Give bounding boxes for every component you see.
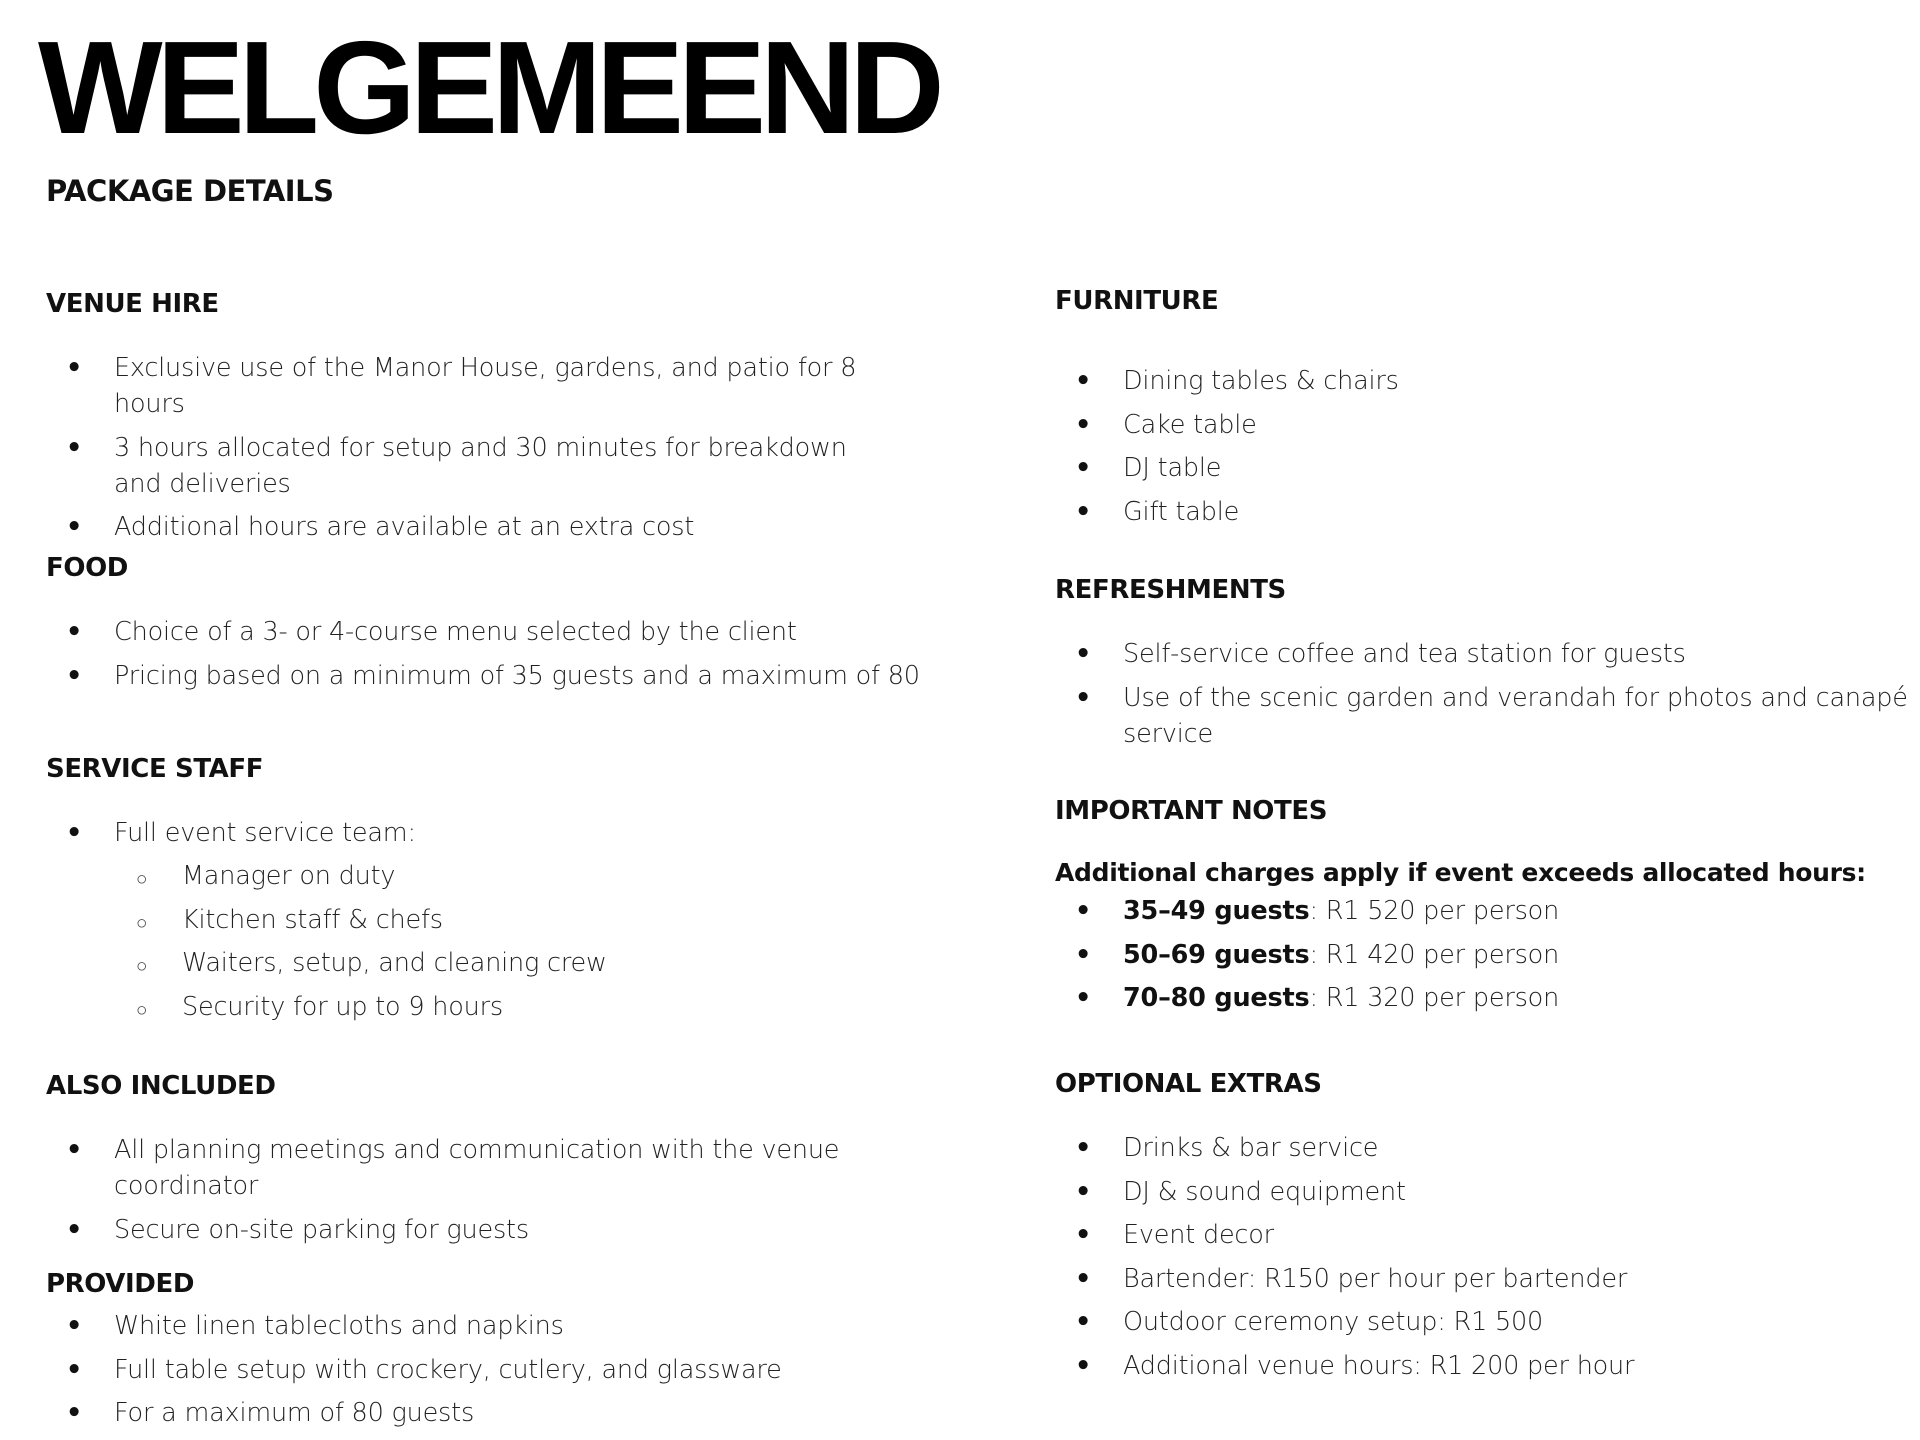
section-title: FURNITURE [1055, 286, 1219, 316]
list-item: • Full table setup with crockery, cutlery, and glassware [46, 1352, 926, 1388]
list-item-text: Full event service team: [114, 818, 416, 848]
list-item: • DJ & sound equipment [1055, 1174, 1915, 1210]
section-food [46, 551, 926, 701]
list-item: • 3 hours allocated for setup and 30 minutes for breakdown and deliveries [46, 430, 854, 502]
section-title: SERVICE STAFF [46, 754, 264, 784]
tier-label: 50–69 guests [1123, 939, 1310, 970]
list-item: • Exclusive use of the Manor House, gardens, and patio for 8 hours [46, 350, 926, 422]
list-item: • Event decor [1055, 1217, 1915, 1253]
list-item: • For a maximum of 80 guests [46, 1395, 926, 1431]
section-also-included [46, 1069, 926, 1255]
optional-extras-list [1055, 1130, 1915, 1384]
refreshments-list [1055, 636, 1915, 752]
furniture-list [1055, 363, 1915, 530]
section-title: FOOD [46, 553, 128, 583]
section-title: VENUE HIRE [46, 289, 219, 319]
tier-price: : R1 320 per person [1309, 983, 1560, 1013]
brand-title: WELGEMEEND [38, 14, 939, 161]
important-notes-lead: Additional charges apply if event exceeds allocated hours: [1055, 858, 1866, 887]
list-item [46, 815, 926, 1025]
list-item: • Additional hours are available at an extra cost [46, 509, 926, 545]
section-title: OPTIONAL EXTRAS [1055, 1069, 1322, 1099]
pricing-tier [1055, 980, 1915, 1016]
tier-label: 35–49 guests [1123, 896, 1310, 926]
service-staff-sublist [114, 858, 926, 1025]
section-title: PROVIDED [46, 1269, 195, 1299]
sub-list-item: ○ Manager on duty [114, 858, 926, 894]
sub-list-item: ○ Kitchen staff & chefs [114, 902, 926, 938]
page-subtitle: PACKAGE DETAILS [46, 174, 334, 208]
section-title: ALSO INCLUDED [46, 1071, 276, 1101]
section-service-staff [46, 752, 926, 1032]
pricing-tier [1055, 893, 1915, 929]
food-list [46, 614, 926, 694]
tier-label: 70–80 guests [1123, 983, 1310, 1013]
sub-list-item: ○ Waiters, setup, and cleaning crew [114, 945, 926, 981]
provided-list [46, 1308, 926, 1431]
section-provided [46, 1267, 926, 1439]
list-item: • White linen tablecloths and napkins [46, 1308, 926, 1344]
section-title: REFRESHMENTS [1055, 575, 1286, 605]
list-item: • Choice of a 3- or 4-course menu selected by the client [46, 614, 926, 650]
section-refreshments [1055, 573, 1915, 759]
list-item: • DJ table [1055, 450, 1915, 486]
venue-hire-list [46, 350, 926, 545]
list-item: • Pricing based on a minimum of 35 guests and a maximum of 80 [46, 658, 926, 694]
list-item: • Dining tables & chairs [1055, 363, 1915, 399]
section-title: IMPORTANT NOTES [1055, 796, 1328, 826]
list-item: • Bartender: R150 per hour per bartender [1055, 1261, 1915, 1297]
tier-price: : R1 420 per person [1309, 939, 1560, 970]
list-item: • All planning meetings and communication with the venue coordinator [46, 1132, 926, 1204]
section-furniture [1055, 284, 1915, 537]
list-item: • Secure on-site parking for guests [46, 1212, 926, 1248]
tier-price: : R1 520 per person [1309, 896, 1560, 926]
section-venue-hire [46, 287, 926, 553]
list-item: • Drinks & bar service [1055, 1130, 1915, 1166]
sub-list-item: ○ Security for up to 9 hours [114, 989, 926, 1025]
list-item: • Additional venue hours: R1 200 per hour [1055, 1348, 1915, 1384]
pricing-tiers-list [1055, 893, 1915, 1016]
section-optional-extras [1055, 1067, 1915, 1391]
list-item: • Self-service coffee and tea station for guests [1055, 636, 1915, 672]
service-staff-list [46, 815, 926, 1025]
list-item: • Gift table [1055, 494, 1915, 530]
list-item: • Outdoor ceremony setup: R1 500 [1055, 1304, 1915, 1340]
also-included-list [46, 1132, 926, 1248]
section-important-notes [1055, 794, 1915, 1024]
pricing-tier [1055, 937, 1915, 973]
list-item: • Use of the scenic garden and verandah for photos and canapé service [1055, 680, 1920, 752]
list-item: • Cake table [1055, 407, 1915, 443]
